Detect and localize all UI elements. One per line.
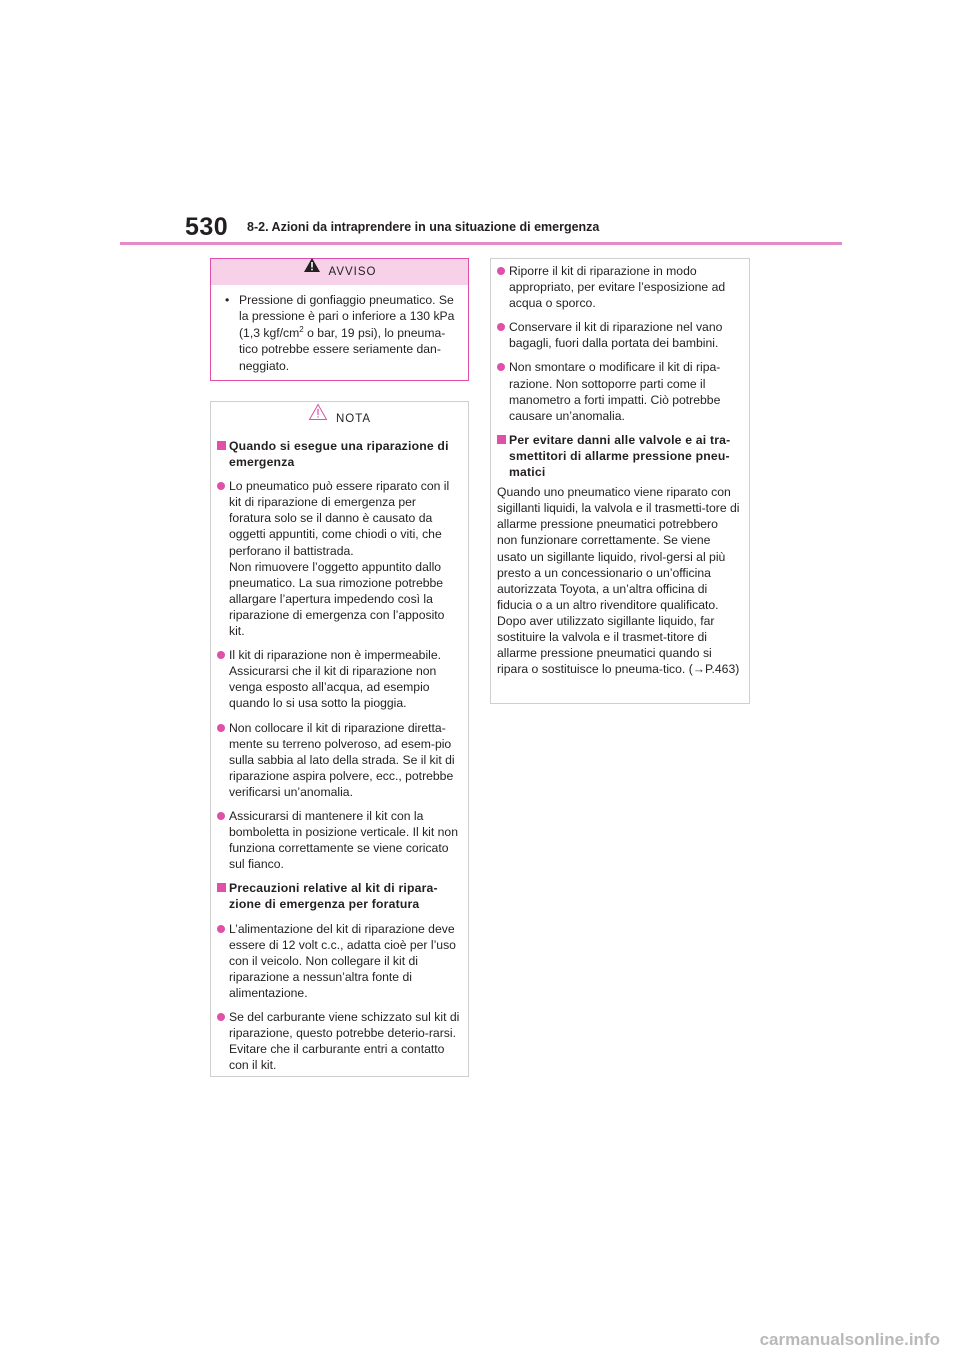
list-item: Non rimuovere l’oggetto appuntito dallo pneumatico. La sua rimozione potrebbe allargare l’apertura impedendo così la riparazione di emergenza con l’apposito kit. bbox=[229, 559, 445, 639]
warning-bullet bbox=[225, 292, 458, 374]
right-notice-box bbox=[490, 258, 750, 704]
dot-bullet-icon bbox=[497, 359, 509, 423]
bullet-icon: • bbox=[225, 293, 230, 307]
list-item: Il kit di riparazione non è impermeabile. Assicurarsi che il kit di riparazione non venga esposto all’acqua, ad esempio quando lo si usa sotto la pioggia. bbox=[217, 647, 460, 711]
warning-header bbox=[211, 259, 468, 285]
dot-bullet-icon bbox=[217, 1009, 229, 1073]
list-item: Non smontare o modificare il kit di ripa-razione. Non sottoporre parti come il manometro a forti impatti. Ciò potrebbe causare un’anomalia. bbox=[497, 359, 741, 423]
dot-bullet-icon bbox=[217, 921, 229, 1001]
square-bullet-icon bbox=[497, 432, 509, 480]
notice-title: NOTA bbox=[335, 413, 372, 425]
warning-text: Pressione di gonfiaggio pneumatico. Se la pressione è pari o inferiore a 130 kPa (1,3 kgf/$cm^2$ o bar, 19 psi), lo pneuma-tico potrebbe essere seriamente dan-neggiato. bbox=[239, 293, 455, 373]
right-content bbox=[491, 259, 749, 677]
dot-bullet-icon bbox=[217, 808, 229, 872]
dot-bullet-icon bbox=[217, 478, 229, 558]
list-item: Conservare il kit di riparazione nel vano bagagli, fuori dalla portata dei bambini. bbox=[497, 319, 741, 351]
dot-bullet-icon bbox=[497, 263, 509, 311]
square-bullet-icon bbox=[217, 880, 229, 912]
dot-bullet-icon bbox=[217, 720, 229, 800]
right-paragraph: Quando uno pneumatico viene riparato con sigillanti liquidi, la valvola e il trasmetti-tore di allarme pressione pneumatici potrebbero non funzionare correttamente. Se viene usato un sigillante liquido, rivol-gersi al più presto a un concessionario o un’officina autorizzata Toyota, a un’altra officina di fiducia o a un altro rivenditore qualificato. Dopo aver utilizzato sigillante liquido, far sostituire la valvola e il trasmet-titore di allarme pressione pneumatici quando si ripara o sostituisce lo pneuma-tico. (→P.463) bbox=[497, 485, 740, 677]
warning-body bbox=[211, 285, 468, 374]
notice-heading-2: Precauzioni relative al kit di ripara-zione di emergenza per foratura bbox=[217, 880, 460, 912]
list-item: Riporre il kit di riparazione in modo appropriato, per evitare l’esposizione ad acqua o sporco. bbox=[497, 263, 741, 311]
list-item: Assicurarsi di mantenere il kit con la bomboletta in posizione verticale. Il kit non funziona correttamente se viene coricato sul fianco. bbox=[217, 808, 460, 872]
section-title: 8-2. Azioni da intraprendere in una situazione di emergenza bbox=[247, 220, 600, 234]
warning-title: AVVISO bbox=[328, 266, 377, 278]
notice-header bbox=[211, 402, 468, 432]
notice-box bbox=[210, 401, 469, 1077]
dot-bullet-icon bbox=[497, 319, 509, 351]
right-heading: Per evitare danni alle valvole e ai tra-smettitori di allarme pressione pneu-matici bbox=[497, 432, 741, 480]
dot-bullet-icon bbox=[217, 647, 229, 711]
list-item: Se del carburante viene schizzato sul kit di riparazione, questo potrebbe deterio-rarsi. Evitare che il carburante entri a contatto con il kit. bbox=[217, 1009, 460, 1073]
warning-box bbox=[210, 258, 469, 381]
list-item: L’alimentazione del kit di riparazione deve essere di 12 volt c.c., adatta cioè per l’uso con il veicolo. Non collegare il kit di riparazione a nessun’altra fonte di alimentazione. bbox=[217, 921, 460, 1001]
notice-heading-1: Quando si esegue una riparazione di emergenza bbox=[217, 438, 460, 470]
square-bullet-icon bbox=[217, 438, 229, 470]
caution-triangle-icon bbox=[308, 403, 328, 431]
notice-content bbox=[211, 432, 468, 1073]
warning-triangle-icon bbox=[303, 257, 321, 283]
list-item: Non collocare il kit di riparazione diretta-mente su terreno polveroso, ad esem-pio sulla sabbia al lato della strada. Se il kit di riparazione aspira polvere, ecc., potrebbe verificarsi un’anomalia. bbox=[217, 720, 460, 800]
page-number: 530 bbox=[185, 213, 229, 241]
header-rule bbox=[120, 242, 842, 245]
watermark: carmanualsonline.info bbox=[759, 1330, 940, 1349]
list-item: Lo pneumatico può essere riparato con il kit di riparazione di emergenza per foratura solo se il danno è causato da oggetti appuntiti, come chiodi o viti, che perforano il battistrada. bbox=[217, 478, 460, 558]
